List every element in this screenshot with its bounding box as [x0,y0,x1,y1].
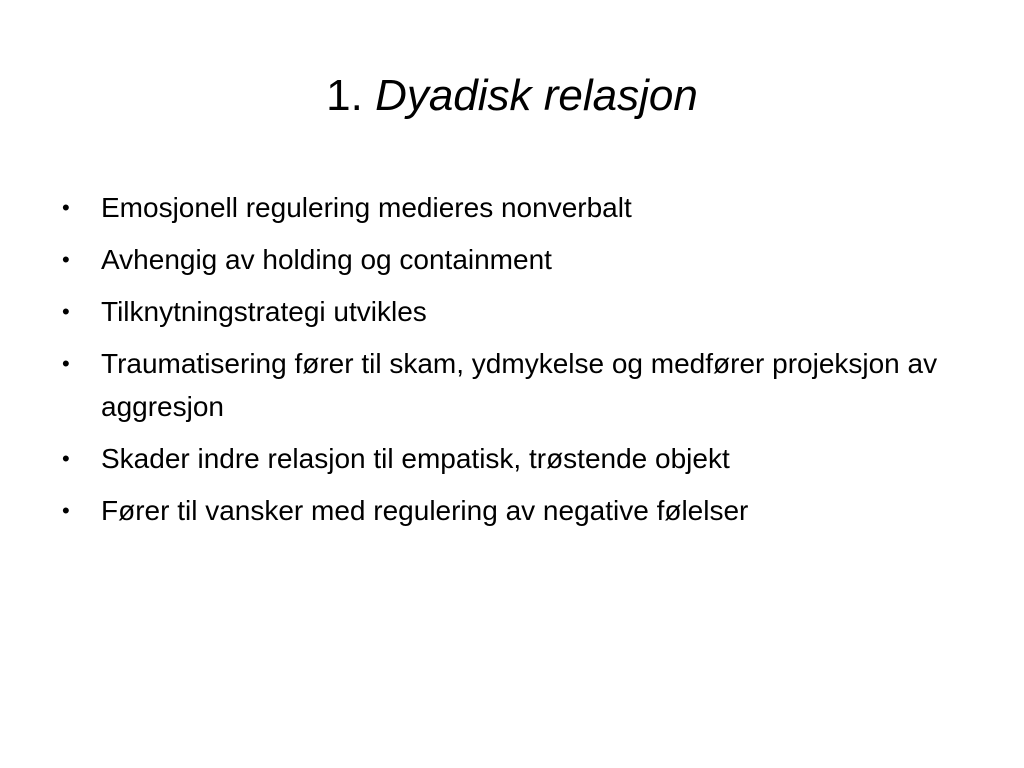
slide-title [0,64,1024,128]
bullet-list [62,186,962,541]
bullet-item [62,489,962,532]
bullet-icon: • [62,195,70,220]
bullet-text: Avhengig av holding og containment [101,244,552,275]
title-number: 1. [326,71,363,120]
title-text: Dyadisk relasjon [375,71,698,120]
bullet-icon: • [62,247,70,272]
bullet-item [62,238,962,281]
bullet-item [62,186,962,229]
bullet-icon: • [62,351,70,376]
bullet-text: Tilknytningstrategi utvikles [101,296,427,327]
bullet-text: Emosjonell regulering medieres nonverbalt [101,192,632,223]
bullet-item [62,437,962,480]
bullet-icon: • [62,498,70,523]
bullet-icon: • [62,446,70,471]
bullet-text: Traumatisering fører til skam, ydmykelse og medfører projeksjon av aggresjon [101,348,938,422]
bullet-icon: • [62,299,70,324]
bullet-item [62,290,962,333]
bullet-text: Skader indre relasjon til empatisk, trøstende objekt [101,443,730,474]
bullet-text: Fører til vansker med regulering av negative følelser [101,495,749,526]
bullet-item [62,342,962,428]
